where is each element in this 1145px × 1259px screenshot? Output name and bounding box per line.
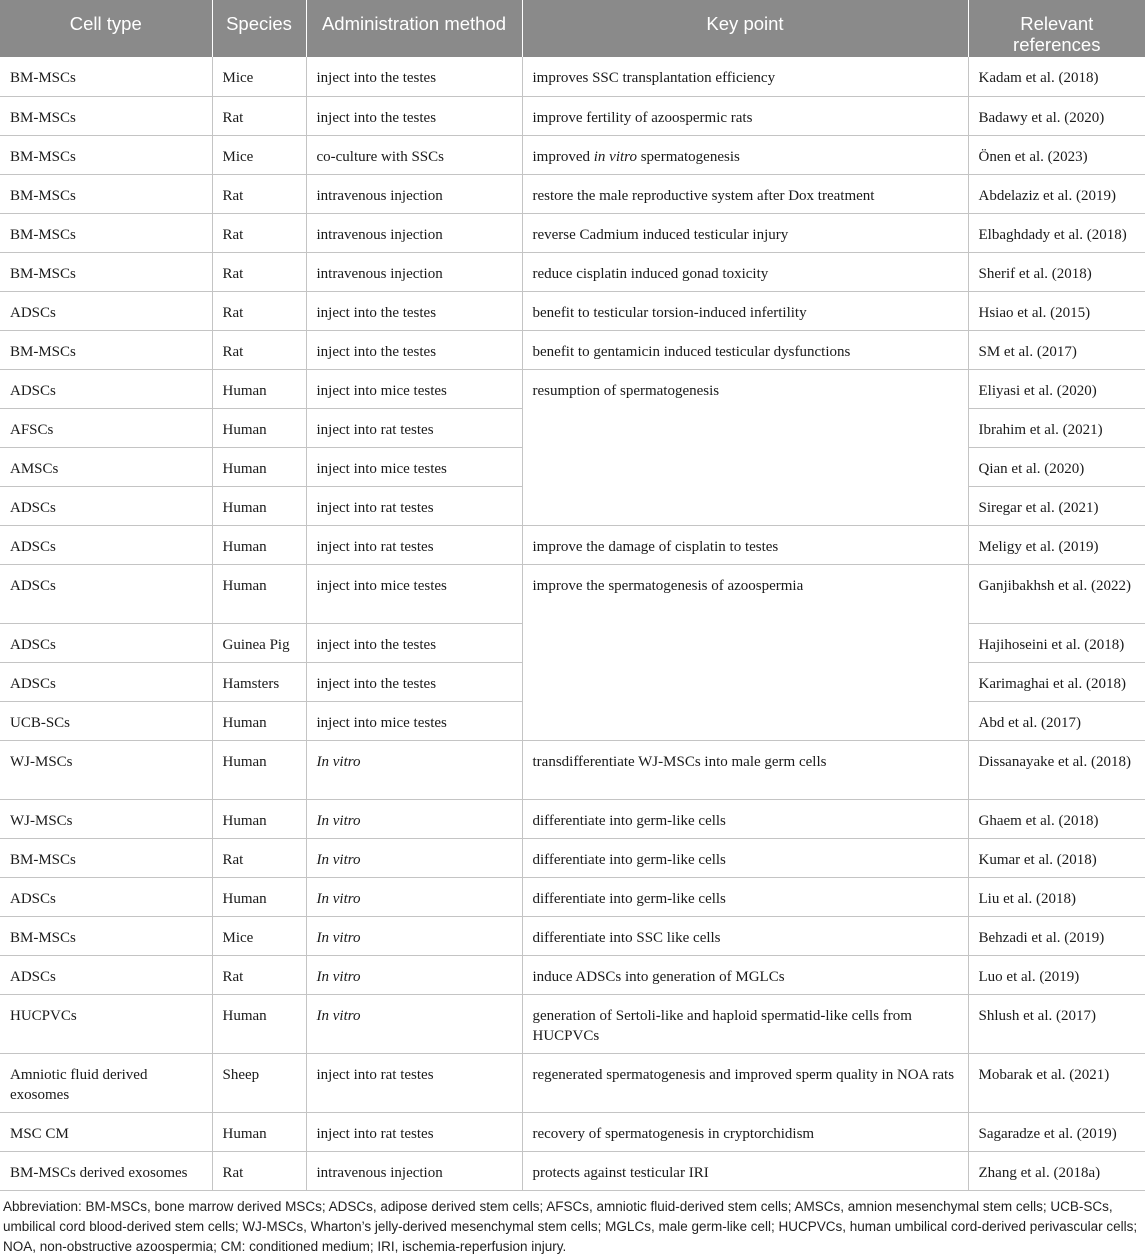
species: Hamsters [212,662,306,701]
key-point [522,135,968,174]
reference: Abd et al. (2017) [968,701,1145,740]
cell-type: MSC CM [0,1112,212,1151]
cell-type: BM-MSCs derived exosomes [0,1151,212,1190]
species: Rat [212,96,306,135]
key-point: differentiate into germ-like cells [522,838,968,877]
reference: Hajihoseini et al. (2018) [968,623,1145,662]
table-row [0,135,1145,174]
reference: SM et al. (2017) [968,330,1145,369]
administration-method: inject into the testes [306,57,522,96]
cell-type: AMSCs [0,447,212,486]
species: Human [212,525,306,564]
key-point: differentiate into germ-like cells [522,877,968,916]
key-point: differentiate into SSC like cells [522,916,968,955]
cell-type: BM-MSCs [0,174,212,213]
reference: Shlush et al. (2017) [968,994,1145,1053]
administration-method [306,740,522,799]
reference: Karimaghai et al. (2018) [968,662,1145,701]
method-italic: In vitro [316,890,361,907]
key-point: recovery of spermatogenesis in cryptorchidism [522,1112,968,1151]
method-italic: In vitro [316,812,361,829]
species: Sheep [212,1053,306,1112]
cell-type: Amniotic fluid derived exosomes [0,1053,212,1112]
species: Rat [212,330,306,369]
table-row [0,57,1145,96]
key-point: generation of Sertoli-like and haploid spermatid-like cells from HUCPVCs [522,994,968,1053]
method-italic: In vitro [316,929,361,946]
reference: Qian et al. (2020) [968,447,1145,486]
key-point: differentiate into germ-like cells [522,799,968,838]
table-row [0,877,1145,916]
species: Rat [212,955,306,994]
table-row [0,1151,1145,1190]
key-point: benefit to gentamicin induced testicular dysfunctions [522,330,968,369]
species: Human [212,369,306,408]
table-row [0,330,1145,369]
species: Rat [212,252,306,291]
abbreviation-footnote: Abbreviation: BM-MSCs, bone marrow derived MSCs; ADSCs, adipose derived stem cells; AFSCs, amniotic fluid-derived stem cells; AMSCs, amnion mesenchymal stem cells; UCB-SCs, umbilical cord blood-derived stem cells; WJ-MSCs, Wharton’s jelly-derived mesenchymal stem cells; MGLCs, male germ-like cell; HUCPVCs, human umbilical cord-derived perivascular cells; NOA, non-obstructive azoospermia; CM: conditioned medium; IRI, ischemia-reperfusion injury. [3,1199,1138,1254]
cell-type: AFSCs [0,408,212,447]
administration-method [306,916,522,955]
table-row [0,174,1145,213]
cell-type: ADSCs [0,623,212,662]
species: Rat [212,174,306,213]
key-point-prefix: improved [532,148,594,165]
key-point: protects against testicular IRI [522,1151,968,1190]
reference: Eliyasi et al. (2020) [968,369,1145,408]
administration-method: inject into rat testes [306,486,522,525]
method-italic: In vitro [316,1007,361,1024]
cell-type: ADSCs [0,291,212,330]
administration-method: inject into mice testes [306,564,522,623]
species: Human [212,564,306,623]
cell-type: ADSCs [0,486,212,525]
key-point: induce ADSCs into generation of MGLCs [522,955,968,994]
reference: Sherif et al. (2018) [968,252,1145,291]
cell-type: ADSCs [0,877,212,916]
cell-type: ADSCs [0,955,212,994]
key-point: resumption of spermatogenesis [522,369,968,525]
key-point: improve fertility of azoospermic rats [522,96,968,135]
species: Human [212,486,306,525]
administration-method: inject into rat testes [306,525,522,564]
cell-type: UCB-SCs [0,701,212,740]
cell-type: BM-MSCs [0,838,212,877]
key-point: improve the spermatogenesis of azoospermia [522,564,968,740]
header-species: Species [212,0,306,57]
method-italic: In vitro [316,753,361,770]
administration-method: intravenous injection [306,252,522,291]
reference: Önen et al. (2023) [968,135,1145,174]
cell-type: WJ-MSCs [0,799,212,838]
header-key-point: Key point [522,0,968,57]
cell-type: BM-MSCs [0,330,212,369]
cell-type: ADSCs [0,564,212,623]
administration-method: intravenous injection [306,174,522,213]
reference: Zhang et al. (2018a) [968,1151,1145,1190]
table-row [0,213,1145,252]
administration-method: inject into mice testes [306,447,522,486]
species: Guinea Pig [212,623,306,662]
species: Human [212,1112,306,1151]
reference: Dissanayake et al. (2018) [968,740,1145,799]
cell-type: BM-MSCs [0,135,212,174]
table-row [0,1112,1145,1151]
species: Human [212,994,306,1053]
header-administration-method: Administration method [306,0,522,57]
table-row [0,369,1145,408]
table-row [0,1053,1145,1112]
reference: Sagaradze et al. (2019) [968,1112,1145,1151]
table-row [0,799,1145,838]
key-point: reduce cisplatin induced gonad toxicity [522,252,968,291]
cell-type: BM-MSCs [0,57,212,96]
table-row [0,564,1145,623]
reference: Kumar et al. (2018) [968,838,1145,877]
table-row [0,916,1145,955]
key-point: restore the male reproductive system after Dox treatment [522,174,968,213]
reference: Abdelaziz et al. (2019) [968,174,1145,213]
administration-method [306,838,522,877]
key-point-italic: in vitro [593,148,637,165]
table-row [0,291,1145,330]
table-row [0,994,1145,1053]
cell-type: WJ-MSCs [0,740,212,799]
header-relevant-references: Relevant references [968,0,1145,57]
method-italic: In vitro [316,968,361,985]
species: Human [212,740,306,799]
administration-method: intravenous injection [306,1151,522,1190]
species: Human [212,701,306,740]
cell-type: ADSCs [0,369,212,408]
key-point: reverse Cadmium induced testicular injury [522,213,968,252]
administration-method [306,799,522,838]
table-row [0,525,1145,564]
administration-method: inject into rat testes [306,408,522,447]
administration-method: intravenous injection [306,213,522,252]
table-row [0,955,1145,994]
reference: Badawy et al. (2020) [968,96,1145,135]
species: Mice [212,916,306,955]
reference: Hsiao et al. (2015) [968,291,1145,330]
table-row [0,838,1145,877]
species: Human [212,408,306,447]
table-row [0,740,1145,799]
reference: Elbaghdady et al. (2018) [968,213,1145,252]
species: Mice [212,135,306,174]
cell-type: BM-MSCs [0,96,212,135]
administration-method [306,955,522,994]
species: Rat [212,213,306,252]
species: Mice [212,57,306,96]
cell-type: ADSCs [0,525,212,564]
administration-method: inject into the testes [306,662,522,701]
reference: Meligy et al. (2019) [968,525,1145,564]
reference: Luo et al. (2019) [968,955,1145,994]
administration-method: inject into mice testes [306,369,522,408]
administration-method: inject into the testes [306,330,522,369]
administration-method: inject into rat testes [306,1112,522,1151]
species: Rat [212,838,306,877]
administration-method: inject into the testes [306,623,522,662]
cell-type: BM-MSCs [0,252,212,291]
key-point: improves SSC transplantation efficiency [522,57,968,96]
reference: Mobarak et al. (2021) [968,1053,1145,1112]
reference: Ganjibakhsh et al. (2022) [968,564,1145,623]
administration-method: inject into rat testes [306,1053,522,1112]
administration-method: co-culture with SSCs [306,135,522,174]
table-row [0,252,1145,291]
species: Rat [212,291,306,330]
reference: Kadam et al. (2018) [968,57,1145,96]
administration-method: inject into mice testes [306,701,522,740]
key-point: improve the damage of cisplatin to testes [522,525,968,564]
administration-method: inject into the testes [306,291,522,330]
reference: Ibrahim et al. (2021) [968,408,1145,447]
method-italic: In vitro [316,851,361,868]
reference: Ghaem et al. (2018) [968,799,1145,838]
key-point: regenerated spermatogenesis and improved sperm quality in NOA rats [522,1053,968,1112]
table-header-row [0,0,1145,57]
administration-method [306,877,522,916]
header-cell-type: Cell type [0,0,212,57]
species: Human [212,447,306,486]
cell-type: BM-MSCs [0,213,212,252]
cell-type: ADSCs [0,662,212,701]
species: Human [212,799,306,838]
administration-method: inject into the testes [306,96,522,135]
cell-type: HUCPVCs [0,994,212,1053]
key-point: transdifferentiate WJ-MSCs into male germ cells [522,740,968,799]
key-point-suffix: spermatogenesis [636,148,740,165]
species: Rat [212,1151,306,1190]
reference: Siregar et al. (2021) [968,486,1145,525]
reference: Liu et al. (2018) [968,877,1145,916]
species: Human [212,877,306,916]
administration-method [306,994,522,1053]
key-point: benefit to testicular torsion-induced infertility [522,291,968,330]
cell-type: BM-MSCs [0,916,212,955]
reference: Behzadi et al. (2019) [968,916,1145,955]
table-row [0,96,1145,135]
